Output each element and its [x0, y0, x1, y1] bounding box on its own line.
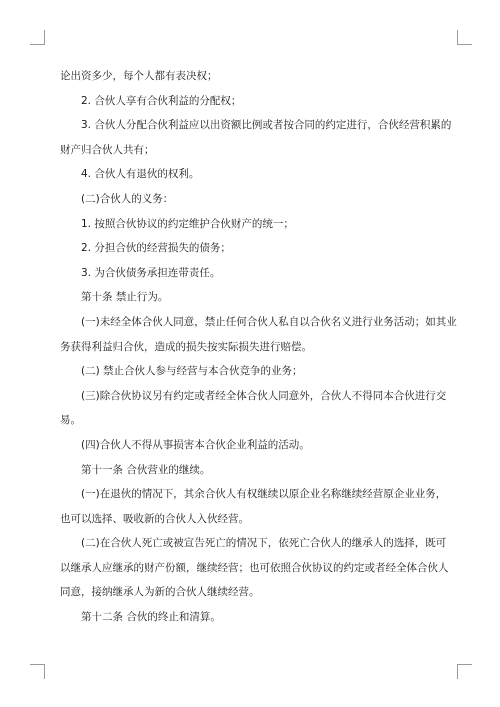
text-line: 同意，接纳继承人为新的合伙人继续经营。: [60, 586, 260, 599]
text-line: 财产归合伙人共有；: [60, 143, 155, 156]
text-line: (二) 禁止合伙人参与经营与本合伙竞争的业务；: [81, 365, 303, 378]
crop-mark-bottom-right: [457, 664, 472, 679]
text-line: (一)在退伙的情况下，其余合伙人有权继续以原企业名称继续经营原企业业务，: [81, 488, 447, 501]
text-line: 4. 合伙人有退伙的权利。: [81, 168, 200, 181]
text-line: 第十一条 合伙营业的继续。: [81, 463, 211, 476]
text-line: (二)在合伙人死亡或被宣告死亡的情况下，依死亡合伙人的继承人的选择，既可: [81, 537, 447, 550]
text-line: 3. 为合伙债务承担连带责任。: [81, 266, 221, 279]
text-line: 3. 合伙人分配合伙利益应以出资额比例或者按合同的约定进行，合伙经营积累的: [81, 119, 452, 132]
text-line: 第十二条 合伙的终止和清算。: [81, 611, 221, 624]
text-line: 以继承人应继承的财产份额，继续经营；也可依照合伙协议的约定或者经全体合伙人: [60, 561, 449, 574]
text-line: 1. 按照合伙协议的约定维护合伙财产的统一；: [81, 217, 294, 230]
text-line: (三)除合伙协议另有约定或者经全体合伙人同意外，合伙人不得同本合伙进行交: [81, 389, 447, 402]
text-line: 2. 合伙人享有合伙利益的分配权；: [81, 94, 242, 107]
document-body: [60, 64, 457, 630]
text-line: 论出资多少，每个人都有表决权；: [60, 70, 218, 82]
text-line: 第十条 禁止行为。: [81, 291, 169, 304]
crop-mark-top-left: [30, 30, 45, 45]
crop-mark-top-right: [457, 30, 472, 45]
text-line: 易。: [60, 414, 81, 427]
text-line: 务获得利益归合伙，造成的损失按实际损失进行赔偿。: [60, 340, 312, 353]
crop-mark-bottom-left: [30, 664, 45, 679]
text-line: (二)合伙人的义务：: [81, 192, 174, 205]
text-line: 2. 分担合伙的经营损失的债务；: [81, 242, 231, 255]
text-line: 也可以选择、吸收新的合伙人入伙经营。: [60, 512, 249, 525]
text-line: (一)未经全体合伙人同意，禁止任何合伙人私自以合伙名义进行业务活动；如其业: [81, 315, 457, 328]
text-line: (四)合伙人不得从事损害本合伙企业利益的活动。: [81, 438, 310, 451]
